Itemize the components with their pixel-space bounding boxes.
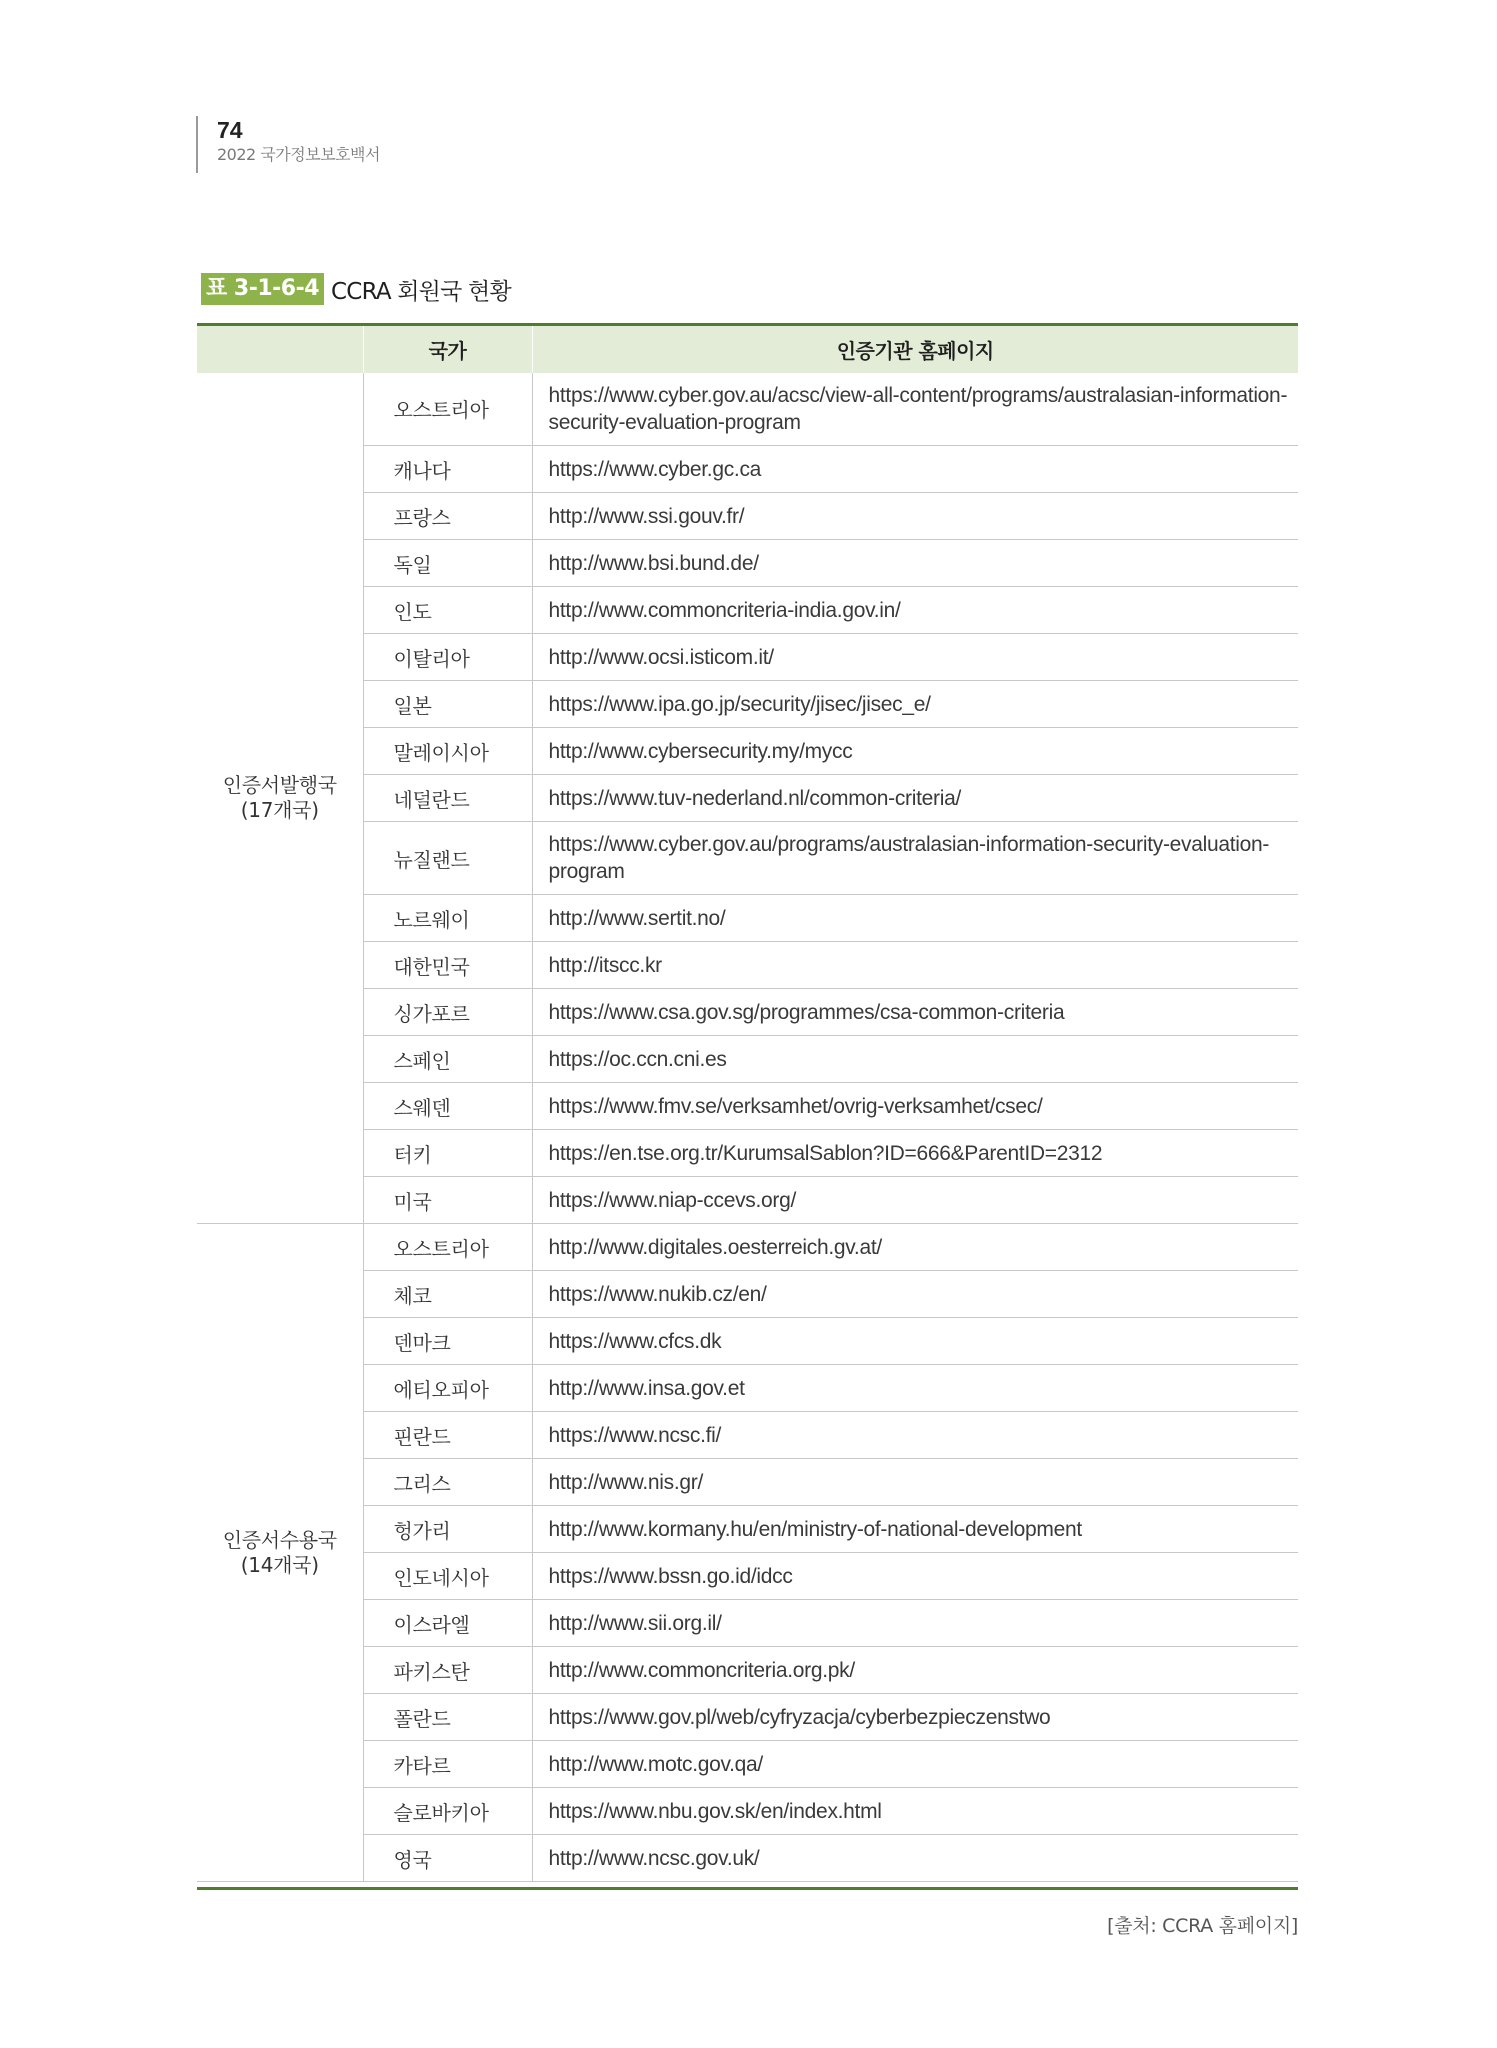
country-cell: 에티오피아 (363, 1365, 532, 1412)
country-cell: 폴란드 (363, 1694, 532, 1741)
table-caption (201, 272, 511, 306)
table-header-row (197, 325, 1298, 373)
homepage-url-cell: http://www.sii.org.il/ (532, 1600, 1298, 1647)
table-row (197, 1318, 1298, 1365)
page-header (196, 116, 380, 173)
homepage-url-cell: http://www.bsi.bund.de/ (532, 540, 1298, 587)
table-row (197, 1647, 1298, 1694)
table-row (197, 1224, 1298, 1271)
homepage-url-cell: http://www.commoncriteria.org.pk/ (532, 1647, 1298, 1694)
table-row (197, 1741, 1298, 1788)
country-cell: 스웨덴 (363, 1083, 532, 1130)
header-group (197, 325, 363, 373)
country-cell: 헝가리 (363, 1506, 532, 1553)
table-row (197, 1271, 1298, 1318)
homepage-url-cell: https://en.tse.org.tr/KurumsalSablon?ID=666&ParentID=2312 (532, 1130, 1298, 1177)
country-cell: 인도네시아 (363, 1553, 532, 1600)
group-label-count: (14개국) (240, 1552, 319, 1577)
homepage-url-cell: http://www.sertit.no/ (532, 895, 1298, 942)
country-cell: 오스트리아 (363, 373, 532, 446)
table-number-badge: 표 3-1-6-4 (201, 273, 324, 305)
book-title: 2022 국가정보보호백서 (217, 145, 380, 164)
country-cell: 오스트리아 (363, 1224, 532, 1271)
group-label (197, 1224, 363, 1882)
table-row (197, 1036, 1298, 1083)
table-row (197, 446, 1298, 493)
homepage-url-cell: http://www.nis.gr/ (532, 1459, 1298, 1506)
table-row (197, 493, 1298, 540)
table-title: CCRA 회원국 현황 (331, 278, 511, 305)
country-cell: 핀란드 (363, 1412, 532, 1459)
table-row (197, 822, 1298, 895)
country-cell: 터키 (363, 1130, 532, 1177)
homepage-url-cell: https://www.niap-ccevs.org/ (532, 1177, 1298, 1224)
homepage-url-cell: http://www.ncsc.gov.uk/ (532, 1835, 1298, 1882)
table-row (197, 587, 1298, 634)
table-row (197, 942, 1298, 989)
country-cell: 영국 (363, 1835, 532, 1882)
page-number: 74 (217, 117, 243, 143)
country-cell: 싱가포르 (363, 989, 532, 1036)
homepage-url-cell: https://www.csa.gov.sg/programmes/csa-common-criteria (532, 989, 1298, 1036)
homepage-url-cell: http://www.kormany.hu/en/ministry-of-national-development (532, 1506, 1298, 1553)
source-note: [출처: CCRA 홈페이지] (1107, 1915, 1298, 1937)
ccra-members-table (197, 323, 1298, 1882)
country-cell: 일본 (363, 681, 532, 728)
table-row (197, 1835, 1298, 1882)
table-row (197, 1506, 1298, 1553)
table-row (197, 1412, 1298, 1459)
country-cell: 인도 (363, 587, 532, 634)
country-cell: 프랑스 (363, 493, 532, 540)
homepage-url-cell: http://www.motc.gov.qa/ (532, 1741, 1298, 1788)
table-row (197, 1083, 1298, 1130)
homepage-url-cell: https://www.tuv-nederland.nl/common-criteria/ (532, 775, 1298, 822)
table-row (197, 1365, 1298, 1412)
country-cell: 이탈리아 (363, 634, 532, 681)
table-row (197, 1130, 1298, 1177)
homepage-url-cell: http://www.ssi.gouv.fr/ (532, 493, 1298, 540)
homepage-url-cell: https://www.nukib.cz/en/ (532, 1271, 1298, 1318)
country-cell: 체코 (363, 1271, 532, 1318)
country-cell: 뉴질랜드 (363, 822, 532, 895)
header-country: 국가 (363, 325, 532, 373)
country-cell: 독일 (363, 540, 532, 587)
country-cell: 파키스탄 (363, 1647, 532, 1694)
table-row (197, 634, 1298, 681)
table-row (197, 775, 1298, 822)
table-row (197, 540, 1298, 587)
country-cell: 미국 (363, 1177, 532, 1224)
country-cell: 캐나다 (363, 446, 532, 493)
homepage-url-cell: https://www.gov.pl/web/cyfryzacja/cyberbezpieczenstwo (532, 1694, 1298, 1741)
homepage-url-cell: https://www.cyber.gov.au/programs/australasian-information-security-evaluation-program (532, 822, 1298, 895)
table-row (197, 728, 1298, 775)
country-cell: 말레이시아 (363, 728, 532, 775)
homepage-url-cell: https://oc.ccn.cni.es (532, 1036, 1298, 1083)
homepage-url-cell: https://www.cyber.gc.ca (532, 446, 1298, 493)
table-row (197, 895, 1298, 942)
homepage-url-cell: https://www.fmv.se/verksamhet/ovrig-verksamhet/csec/ (532, 1083, 1298, 1130)
table-row (197, 1553, 1298, 1600)
homepage-url-cell: https://www.cyber.gov.au/acsc/view-all-content/programs/australasian-information-security-evaluation-program (532, 373, 1298, 446)
header-homepage: 인증기관 홈페이지 (532, 325, 1298, 373)
group-label-count: (17개국) (240, 797, 319, 822)
table-row (197, 681, 1298, 728)
homepage-url-cell: https://www.cfcs.dk (532, 1318, 1298, 1365)
group-label-name: 인증서발행국 (222, 772, 337, 797)
homepage-url-cell: http://www.cybersecurity.my/mycc (532, 728, 1298, 775)
table-row (197, 1694, 1298, 1741)
group-label-name: 인증서수용국 (222, 1527, 337, 1552)
table-row (197, 989, 1298, 1036)
homepage-url-cell: https://www.nbu.gov.sk/en/index.html (532, 1788, 1298, 1835)
table-row (197, 1788, 1298, 1835)
homepage-url-cell: https://www.ncsc.fi/ (532, 1412, 1298, 1459)
homepage-url-cell: https://www.ipa.go.jp/security/jisec/jisec_e/ (532, 681, 1298, 728)
country-cell: 대한민국 (363, 942, 532, 989)
country-cell: 슬로바키아 (363, 1788, 532, 1835)
group-label (197, 373, 363, 1224)
country-cell: 노르웨이 (363, 895, 532, 942)
country-cell: 네덜란드 (363, 775, 532, 822)
homepage-url-cell: http://www.insa.gov.et (532, 1365, 1298, 1412)
homepage-url-cell: http://www.ocsi.isticom.it/ (532, 634, 1298, 681)
country-cell: 그리스 (363, 1459, 532, 1506)
table-row (197, 373, 1298, 446)
table-row (197, 1177, 1298, 1224)
table-bottom-rule (197, 1887, 1298, 1890)
country-cell: 덴마크 (363, 1318, 532, 1365)
homepage-url-cell: http://itscc.kr (532, 942, 1298, 989)
homepage-url-cell: http://www.commoncriteria-india.gov.in/ (532, 587, 1298, 634)
country-cell: 이스라엘 (363, 1600, 532, 1647)
table-row (197, 1459, 1298, 1506)
homepage-url-cell: https://www.bssn.go.id/idcc (532, 1553, 1298, 1600)
table-row (197, 1600, 1298, 1647)
country-cell: 카타르 (363, 1741, 532, 1788)
country-cell: 스페인 (363, 1036, 532, 1083)
homepage-url-cell: http://www.digitales.oesterreich.gv.at/ (532, 1224, 1298, 1271)
